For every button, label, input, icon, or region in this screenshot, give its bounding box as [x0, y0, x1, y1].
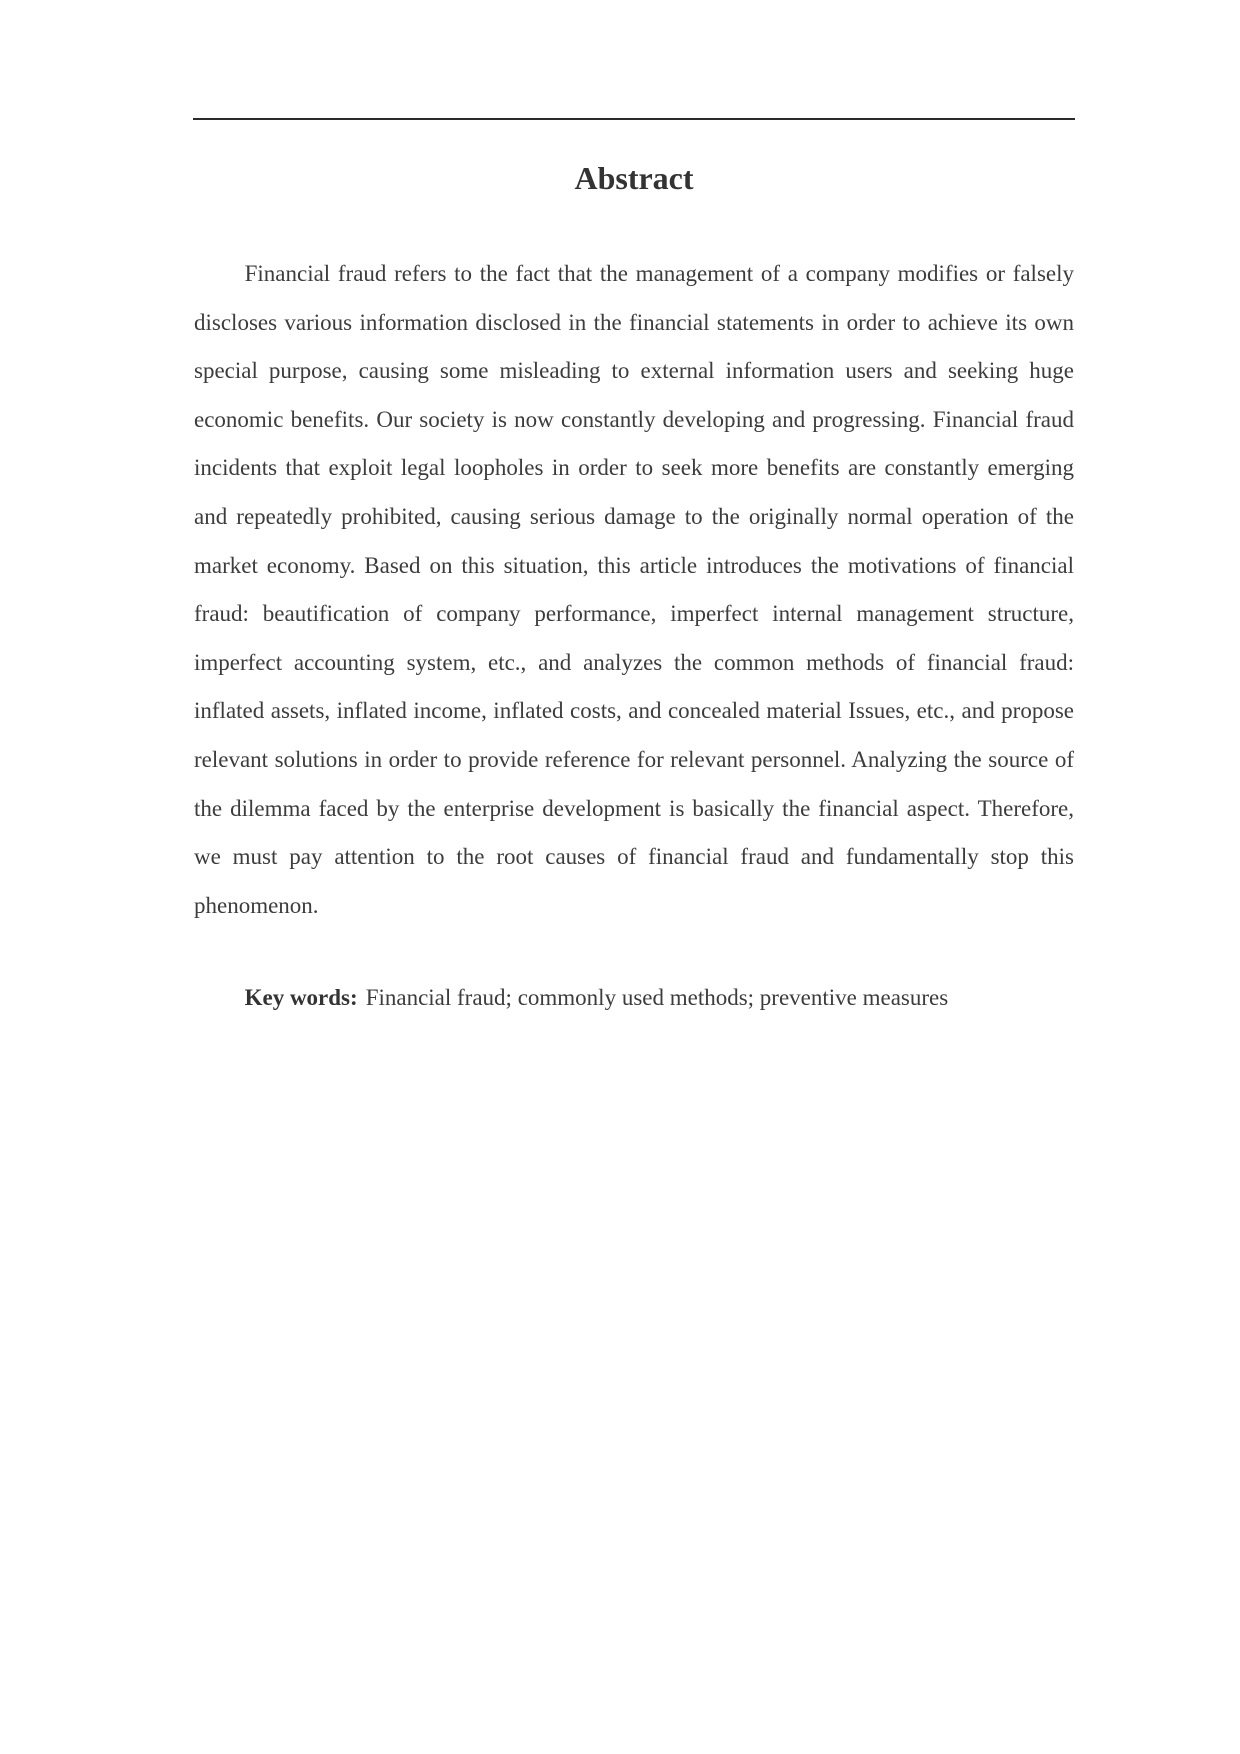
- keywords-text: Financial fraud; commonly used methods; preventive measures: [365, 985, 949, 1010]
- abstract-title: Abstract: [574, 160, 694, 196]
- keywords-label: Key words: [244, 985, 351, 1010]
- keywords-line: [194, 974, 1074, 1022]
- abstract-body: Financial fraud refers to the fact that the management of a company modifies or falsely discloses various information disclosed in the financial statements in order to achieve its own special purpose, causing some misleading to external information users and seeking huge economic benefits. Our society is now constantly developing and progressing. Financial fraud incidents that exploit legal loopholes in order to seek more benefits are constantly emerging and repeatedly prohibited, causing serious damage to the originally normal operation of the market economy. Based on this situation, this article introduces the motivations of financial fraud: beautification of company performance, imperfect internal management structure, imperfect accounting system, etc., and analyzes the common methods of financial fraud: inflated assets, inflated income, inflated costs, and concealed material Issues, etc., and propose relevant solutions in order to provide reference for relevant personnel. Analyzing the source of the dilemma faced by the enterprise development is basically the financial aspect. Therefore, we must pay attention to the root causes of financial fraud and fundamentally stop this phenomenon.: [194, 261, 1074, 918]
- keywords-separator: :: [350, 985, 358, 1010]
- header-rule: [193, 118, 1075, 120]
